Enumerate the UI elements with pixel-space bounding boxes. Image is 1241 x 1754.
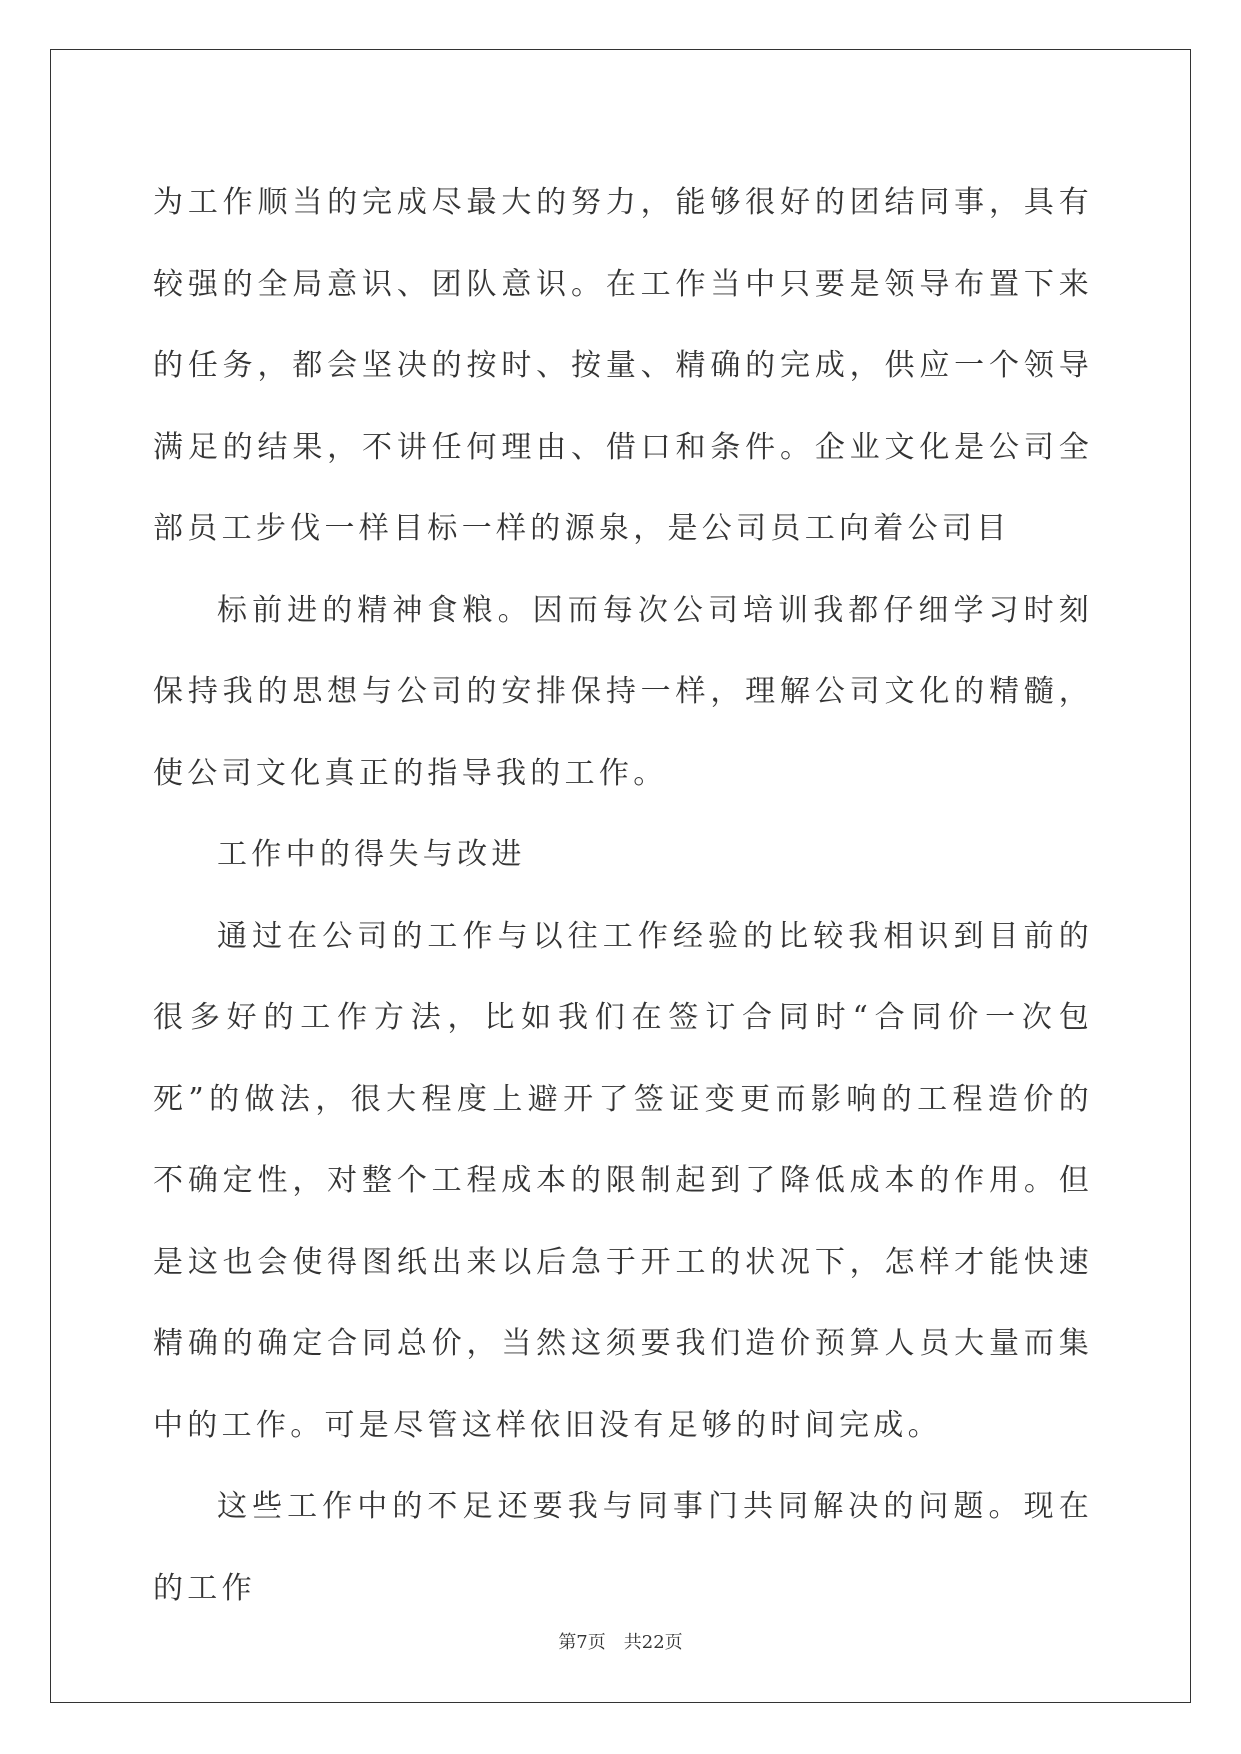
page-total: 共22页 (623, 1632, 683, 1653)
section-heading: 工作中的得失与改进 (217, 837, 526, 872)
paragraph-3: 通过在公司的工作与以往工作经验的比较我相识到目前的很多好的工作方法，比如我们在签订合同时“合同价一次包死”的做法，很大程度上避开了签证变更而影响的工程造价的不确定性，对整个工程成本的限制起到了降低成本的作用。但是这也会使得图纸出来以后急于开工的状况下，怎样才能快速精确的确定合同总价，当然这须要我们造价预算人员大量而集中的工作。可是尽管这样依旧没有足够的时间完成。 (153, 918, 1093, 1443)
document-body (153, 162, 1093, 1629)
paragraph-4: 这些工作中的不足还要我与同事门共同解决的问题。现在的工作 (153, 1489, 1093, 1606)
page-footer (0, 1628, 1241, 1654)
page-number: 第7页 (558, 1632, 606, 1653)
paragraph-1: 为工作顺当的完成尽最大的努力，能够很好的团结同事，具有较强的全局意识、团队意识。在工作当中只要是领导布置下来的任务，都会坚决的按时、按量、精确的完成，供应一个领导满足的结果，不讲任何理由、借口和条件。企业文化是公司全部员工步伐一样目标一样的源泉，是公司员工向着公司目 (153, 185, 1093, 546)
paragraph-2: 标前进的精神食粮。因而每次公司培训我都仔细学习时刻保持我的思想与公司的安排保持一样，理解公司文化的精髓，使公司文化真正的指导我的工作。 (153, 592, 1093, 791)
